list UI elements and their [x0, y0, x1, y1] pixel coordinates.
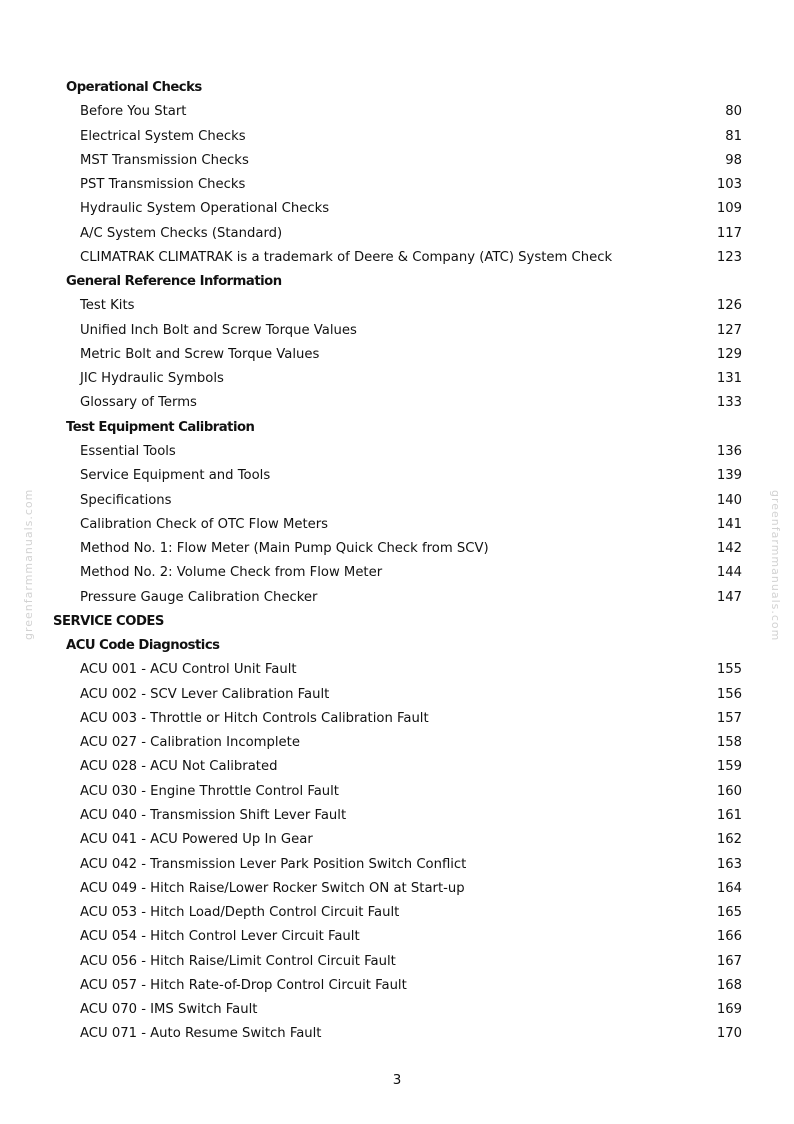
toc-entry-title: Electrical System Checks [80, 128, 246, 144]
toc-entry[interactable] [0, 974, 794, 998]
toc-chapter-heading [0, 416, 794, 440]
toc-entry-title: Service Equipment and Tools [80, 468, 271, 484]
toc-entry-page-number: 156 [716, 686, 742, 702]
toc-entry-page-number: 167 [716, 953, 742, 969]
toc-entry-title: ACU 071 - Auto Resume Switch Fault [80, 1026, 322, 1042]
toc-entry[interactable] [0, 998, 794, 1022]
toc-entry[interactable] [0, 343, 794, 367]
toc-entry-page-number: 126 [716, 298, 742, 314]
toc-entry[interactable] [0, 100, 794, 124]
toc-entry[interactable] [0, 513, 794, 537]
toc-entry[interactable] [0, 149, 794, 173]
page-number: 3 [392, 1072, 402, 1088]
toc-entry[interactable] [0, 853, 794, 877]
toc-entry[interactable] [0, 197, 794, 221]
toc-entry-title: Essential Tools [80, 443, 176, 459]
table-of-contents [0, 76, 794, 1047]
toc-entry[interactable] [0, 246, 794, 270]
toc-section-heading [0, 610, 794, 634]
toc-entry-title: ACU 001 - ACU Control Unit Fault [80, 662, 297, 678]
toc-entry-title: ACU 040 - Transmission Shift Lever Fault [80, 807, 347, 823]
toc-entry[interactable] [0, 901, 794, 925]
toc-entry-page-number: 141 [716, 516, 742, 532]
toc-entry-title: Unified Inch Bolt and Screw Torque Values [80, 322, 357, 338]
toc-entry-title: JIC Hydraulic Symbols [80, 371, 224, 387]
toc-entry[interactable] [0, 828, 794, 852]
toc-entry[interactable] [0, 877, 794, 901]
toc-entry-page-number: 155 [716, 662, 742, 678]
toc-entry[interactable] [0, 125, 794, 149]
toc-entry-page-number: 144 [716, 565, 742, 581]
toc-entry[interactable] [0, 683, 794, 707]
toc-entry-page-number: 81 [725, 128, 742, 144]
toc-entry-title: Test Kits [80, 298, 135, 314]
toc-entry-title: ACU 054 - Hitch Control Lever Circuit Fault [80, 929, 360, 945]
toc-entry-page-number: 163 [716, 856, 742, 872]
toc-entry-title: CLIMATRAK CLIMATRAK is a trademark of Deere & Company (ATC) System Check [80, 249, 613, 265]
toc-entry-title: ACU Code Diagnostics [66, 638, 220, 654]
toc-entry-title: Calibration Check of OTC Flow Meters [80, 516, 329, 532]
toc-chapter-heading [0, 76, 794, 100]
toc-entry-page-number: 147 [716, 589, 742, 605]
toc-entry-page-number: 170 [716, 1026, 742, 1042]
toc-entry[interactable] [0, 537, 794, 561]
toc-entry-title: ACU 002 - SCV Lever Calibration Fault [80, 686, 330, 702]
toc-entry[interactable] [0, 1022, 794, 1046]
toc-entry-page-number: 109 [716, 201, 742, 217]
toc-entry-page-number: 131 [716, 371, 742, 387]
toc-entry[interactable] [0, 440, 794, 464]
toc-entry-title: ACU 049 - Hitch Raise/Lower Rocker Switch ON at Start-up [80, 880, 465, 896]
toc-entry-page-number: 160 [716, 783, 742, 799]
toc-entry-title: ACU 028 - ACU Not Calibrated [80, 759, 278, 775]
toc-entry[interactable] [0, 707, 794, 731]
toc-entry-title: Test Equipment Calibration [66, 419, 255, 435]
toc-entry-page-number: 80 [725, 104, 742, 120]
toc-entry-title: Glossary of Terms [80, 395, 197, 411]
toc-entry-page-number: 136 [716, 443, 742, 459]
toc-entry-page-number: 161 [716, 807, 742, 823]
toc-entry-title: MST Transmission Checks [80, 152, 249, 168]
toc-entry-title: ACU 027 - Calibration Incomplete [80, 735, 300, 751]
toc-entry-title: Hydraulic System Operational Checks [80, 201, 330, 217]
toc-entry-page-number: 165 [716, 905, 742, 921]
toc-entry-title: Method No. 1: Flow Meter (Main Pump Quick Check from SCV) [80, 541, 489, 557]
toc-entry-page-number: 139 [716, 468, 742, 484]
toc-entry-page-number: 162 [716, 832, 742, 848]
toc-entry-page-number: 169 [716, 1002, 742, 1018]
toc-entry-title: ACU 030 - Engine Throttle Control Fault [80, 783, 339, 799]
toc-chapter-heading [0, 634, 794, 658]
toc-entry-title: ACU 042 - Transmission Lever Park Position Switch Conflict [80, 856, 467, 872]
watermark-text: greenfarmmanuals.com [769, 490, 782, 642]
toc-entry-page-number: 117 [716, 225, 742, 241]
toc-entry-title: ACU 041 - ACU Powered Up In Gear [80, 832, 313, 848]
toc-entry-title: PST Transmission Checks [80, 177, 246, 193]
toc-entry-page-number: 133 [716, 395, 742, 411]
toc-entry[interactable] [0, 561, 794, 585]
toc-entry-title: ACU 003 - Throttle or Hitch Controls Calibration Fault [80, 710, 429, 726]
toc-entry-title: ACU 057 - Hitch Rate-of-Drop Control Circuit Fault [80, 977, 407, 993]
toc-entry[interactable] [0, 173, 794, 197]
toc-entry[interactable] [0, 391, 794, 415]
toc-entry-page-number: 142 [716, 541, 742, 557]
toc-entry-title: Pressure Gauge Calibration Checker [80, 589, 318, 605]
toc-entry-page-number: 127 [716, 322, 742, 338]
toc-entry-page-number: 158 [716, 735, 742, 751]
toc-chapter-heading [0, 270, 794, 294]
toc-entry-title: General Reference Information [66, 274, 282, 290]
toc-entry-page-number: 140 [716, 492, 742, 508]
toc-entry-title: A/C System Checks (Standard) [80, 225, 283, 241]
toc-entry-page-number: 159 [716, 759, 742, 775]
toc-entry[interactable] [0, 222, 794, 246]
toc-entry[interactable] [0, 804, 794, 828]
toc-entry-title: ACU 070 - IMS Switch Fault [80, 1002, 258, 1018]
toc-entry[interactable] [0, 731, 794, 755]
toc-entry-title: ACU 053 - Hitch Load/Depth Control Circuit Fault [80, 905, 400, 921]
toc-entry[interactable] [0, 950, 794, 974]
toc-entry[interactable] [0, 658, 794, 682]
toc-entry-page-number: 98 [725, 152, 742, 168]
watermark-text: greenfarmmanuals.com [22, 488, 35, 640]
toc-entry-title: Specifications [80, 492, 172, 508]
toc-entry-title: Metric Bolt and Screw Torque Values [80, 346, 320, 362]
toc-entry[interactable] [0, 367, 794, 391]
toc-entry-page-number: 166 [716, 929, 742, 945]
toc-entry[interactable] [0, 586, 794, 610]
toc-entry-page-number: 157 [716, 710, 742, 726]
toc-entry-title: SERVICE CODES [53, 613, 164, 629]
toc-entry-title: Before You Start [80, 104, 187, 120]
toc-entry[interactable] [0, 780, 794, 804]
toc-entry-page-number: 164 [716, 880, 742, 896]
toc-entry[interactable] [0, 294, 794, 318]
toc-entry-title: Method No. 2: Volume Check from Flow Meter [80, 565, 383, 581]
toc-entry-page-number: 129 [716, 346, 742, 362]
toc-entry[interactable] [0, 464, 794, 488]
toc-entry[interactable] [0, 319, 794, 343]
toc-entry-page-number: 123 [716, 249, 742, 265]
toc-entry-page-number: 103 [716, 177, 742, 193]
toc-entry-title: Operational Checks [66, 80, 202, 95]
toc-entry[interactable] [0, 925, 794, 949]
toc-entry-title: ACU 056 - Hitch Raise/Limit Control Circuit Fault [80, 953, 396, 969]
toc-entry-page-number: 168 [716, 977, 742, 993]
toc-entry[interactable] [0, 755, 794, 779]
